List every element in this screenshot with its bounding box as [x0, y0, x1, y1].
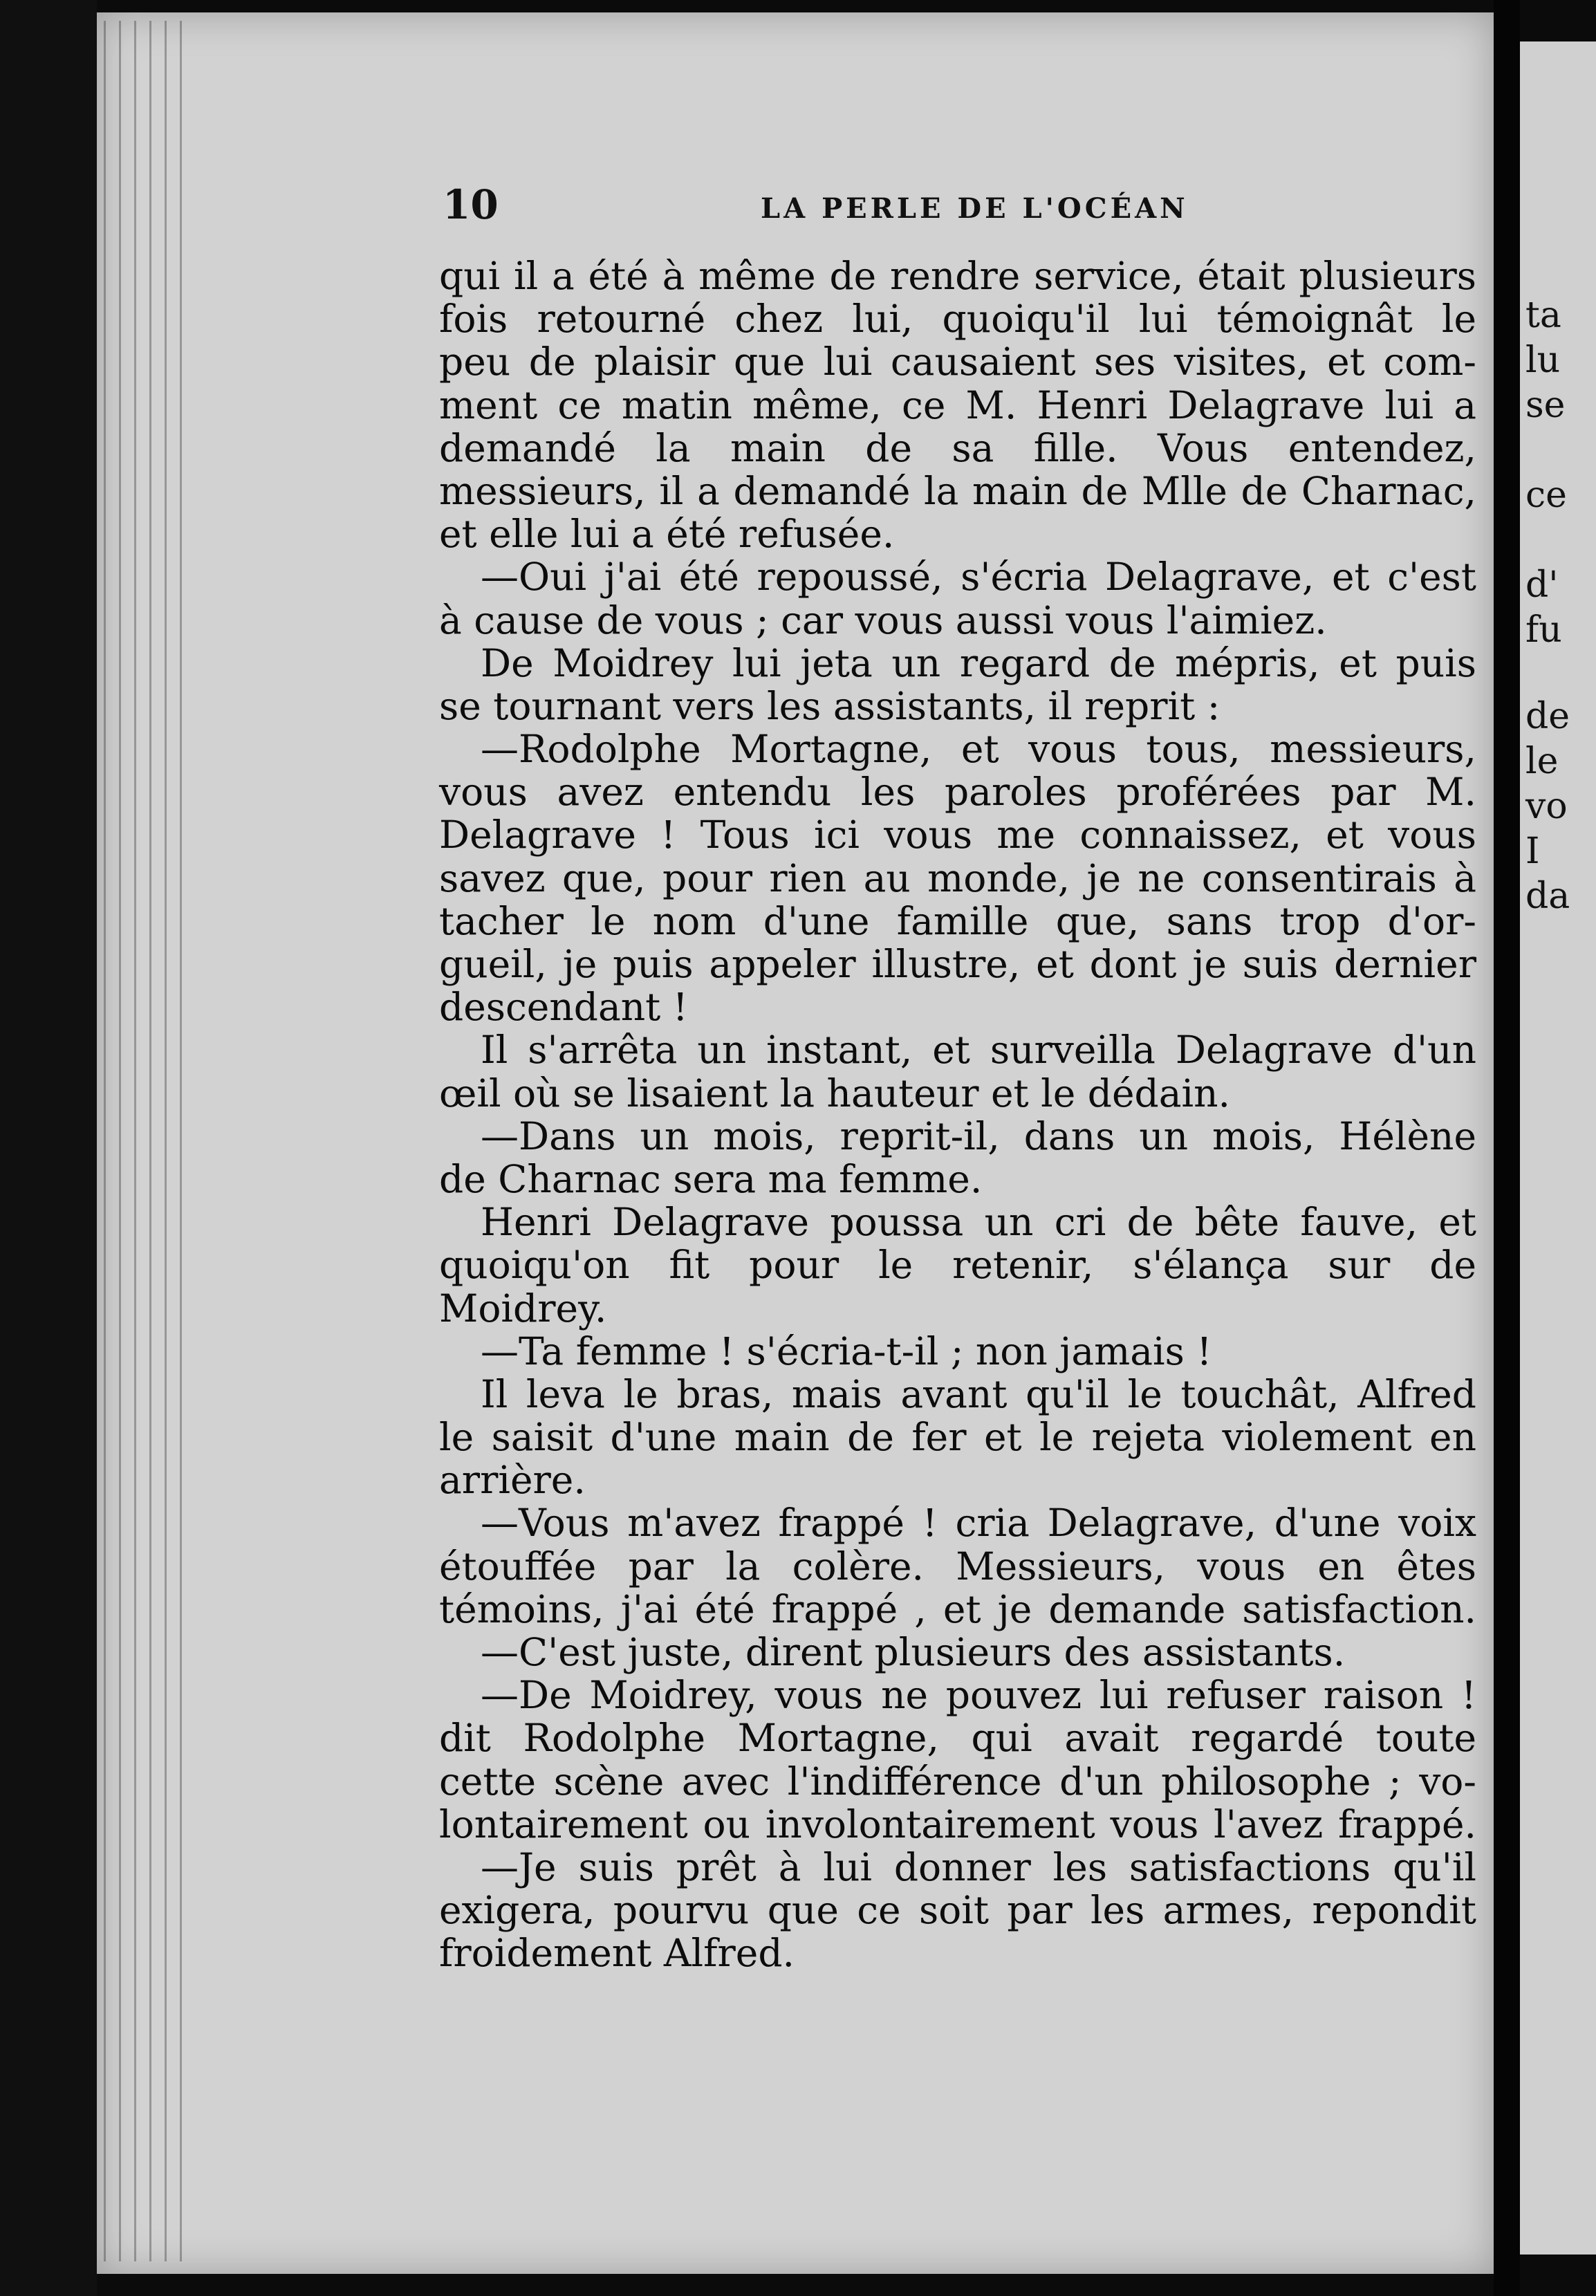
text-line: arrière. — [439, 1458, 586, 1503]
text-line: —Rodolphe Mortagne, et vous tous, messieurs, — [481, 727, 1476, 772]
text-line: fois retourné chez lui, quoiqu'il lui témoignât le — [439, 297, 1476, 342]
facing-page-text: d' — [1525, 564, 1559, 606]
text-line: —De Moidrey, vous ne pouvez lui refuser raison ! — [481, 1673, 1476, 1718]
text-line: Henri Delagrave poussa un cri de bête fauve, et — [481, 1200, 1476, 1245]
facing-page-text: de — [1525, 696, 1570, 737]
text-line: Delagrave ! Tous ici vous me connaissez, et vous — [439, 813, 1476, 858]
text-line: Il leva le bras, mais avant qu'il le touchât, Alfred — [481, 1371, 1476, 1416]
text-line: savez que, pour rien au monde, je ne consentirais à — [439, 855, 1476, 900]
text-line: —Ta femme ! s'écria-t-il ; non jamais ! — [481, 1328, 1212, 1373]
page-number: 10 — [443, 181, 499, 228]
facing-page-text: le — [1525, 741, 1559, 782]
facing-page-text: I — [1525, 831, 1540, 872]
text-line: exigera, pourvu que ce soit par les armes, repondit — [439, 1888, 1476, 1933]
book-gutter — [1494, 0, 1520, 2296]
facing-page-fragment — [1520, 41, 1596, 2255]
text-line: et elle lui a été refusée. — [439, 512, 895, 557]
text-line: quoiqu'on fit pour le retenir, s'élança sur de — [439, 1243, 1476, 1288]
text-line: descendant ! — [439, 985, 688, 1030]
text-line: cette scène avec l'indifférence d'un philosophe ; vo- — [439, 1759, 1476, 1804]
facing-page-text: se — [1525, 385, 1566, 426]
text-line: —C'est juste, dirent plusieurs des assistants. — [481, 1630, 1346, 1674]
text-line: vous avez entendu les paroles proférées par M. — [439, 770, 1476, 815]
text-line: De Moidrey lui jeta un regard de mépris, et puis — [481, 640, 1476, 685]
text-line: —Je suis prêt à lui donner les satisfactions qu'il — [481, 1844, 1476, 1889]
facing-page-text: lu — [1525, 340, 1561, 381]
body-text — [439, 254, 1476, 1975]
text-line: Il s'arrêta un instant, et surveilla Delagrave d'un — [481, 1028, 1476, 1073]
text-line: tacher le nom d'une famille que, sans trop d'or- — [439, 898, 1476, 943]
text-line: de Charnac sera ma femme. — [439, 1156, 983, 1201]
text-line: Moidrey. — [439, 1286, 607, 1331]
text-line: le saisit d'une main de fer et le rejeta violement en — [439, 1415, 1476, 1460]
text-line: qui il a été à même de rendre service, était plusieurs — [439, 254, 1476, 298]
text-line: se tournant vers les assistants, il reprit : — [439, 683, 1221, 728]
facing-page-text: da — [1525, 876, 1570, 917]
text-line: témoins, j'ai été frappé , et je demande satisfaction. — [439, 1586, 1476, 1631]
text-line: dit Rodolphe Mortagne, qui avait regardé toute — [439, 1716, 1476, 1761]
page-edge-stack — [104, 21, 187, 2261]
facing-page-text: vo — [1525, 786, 1568, 827]
facing-page-text: ta — [1525, 295, 1561, 336]
text-line: —Dans un mois, reprit-il, dans un mois, Hélène — [481, 1113, 1476, 1158]
text-line: à cause de vous ; car vous aussi vous l'aimiez. — [439, 598, 1327, 642]
text-line: —Vous m'avez frappé ! cria Delagrave, d'une voix — [481, 1501, 1476, 1546]
text-line: froidement Alfred. — [439, 1931, 795, 1976]
running-head: LA PERLE DE L'OCÉAN — [761, 192, 1189, 225]
text-line: gueil, je puis appeler illustre, et dont je suis dernier — [439, 942, 1476, 986]
text-line: peu de plaisir que lui causaient ses visites, et com- — [439, 340, 1476, 385]
text-line: —Oui j'ai été repoussé, s'écria Delagrave, et c'est — [481, 555, 1476, 600]
facing-page-text: fu — [1525, 609, 1562, 651]
scan-left-margin — [0, 0, 97, 2296]
page-header — [443, 181, 1473, 237]
text-line: ment ce matin même, ce M. Henri Delagrave lui a — [439, 382, 1476, 427]
facing-page-text: ce — [1525, 474, 1567, 516]
text-line: œil où se lisaient la hauteur et le dédain. — [439, 1071, 1231, 1115]
text-line: lontairement ou involontairement vous l'avez frappé. — [439, 1802, 1476, 1846]
text-line: demandé la main de sa fille. Vous entendez, — [439, 425, 1476, 470]
text-line: messieurs, il a demandé la main de Mlle de Charnac, — [439, 468, 1476, 513]
text-line: étouffée par la colère. Messieurs, vous en êtes — [439, 1544, 1476, 1589]
